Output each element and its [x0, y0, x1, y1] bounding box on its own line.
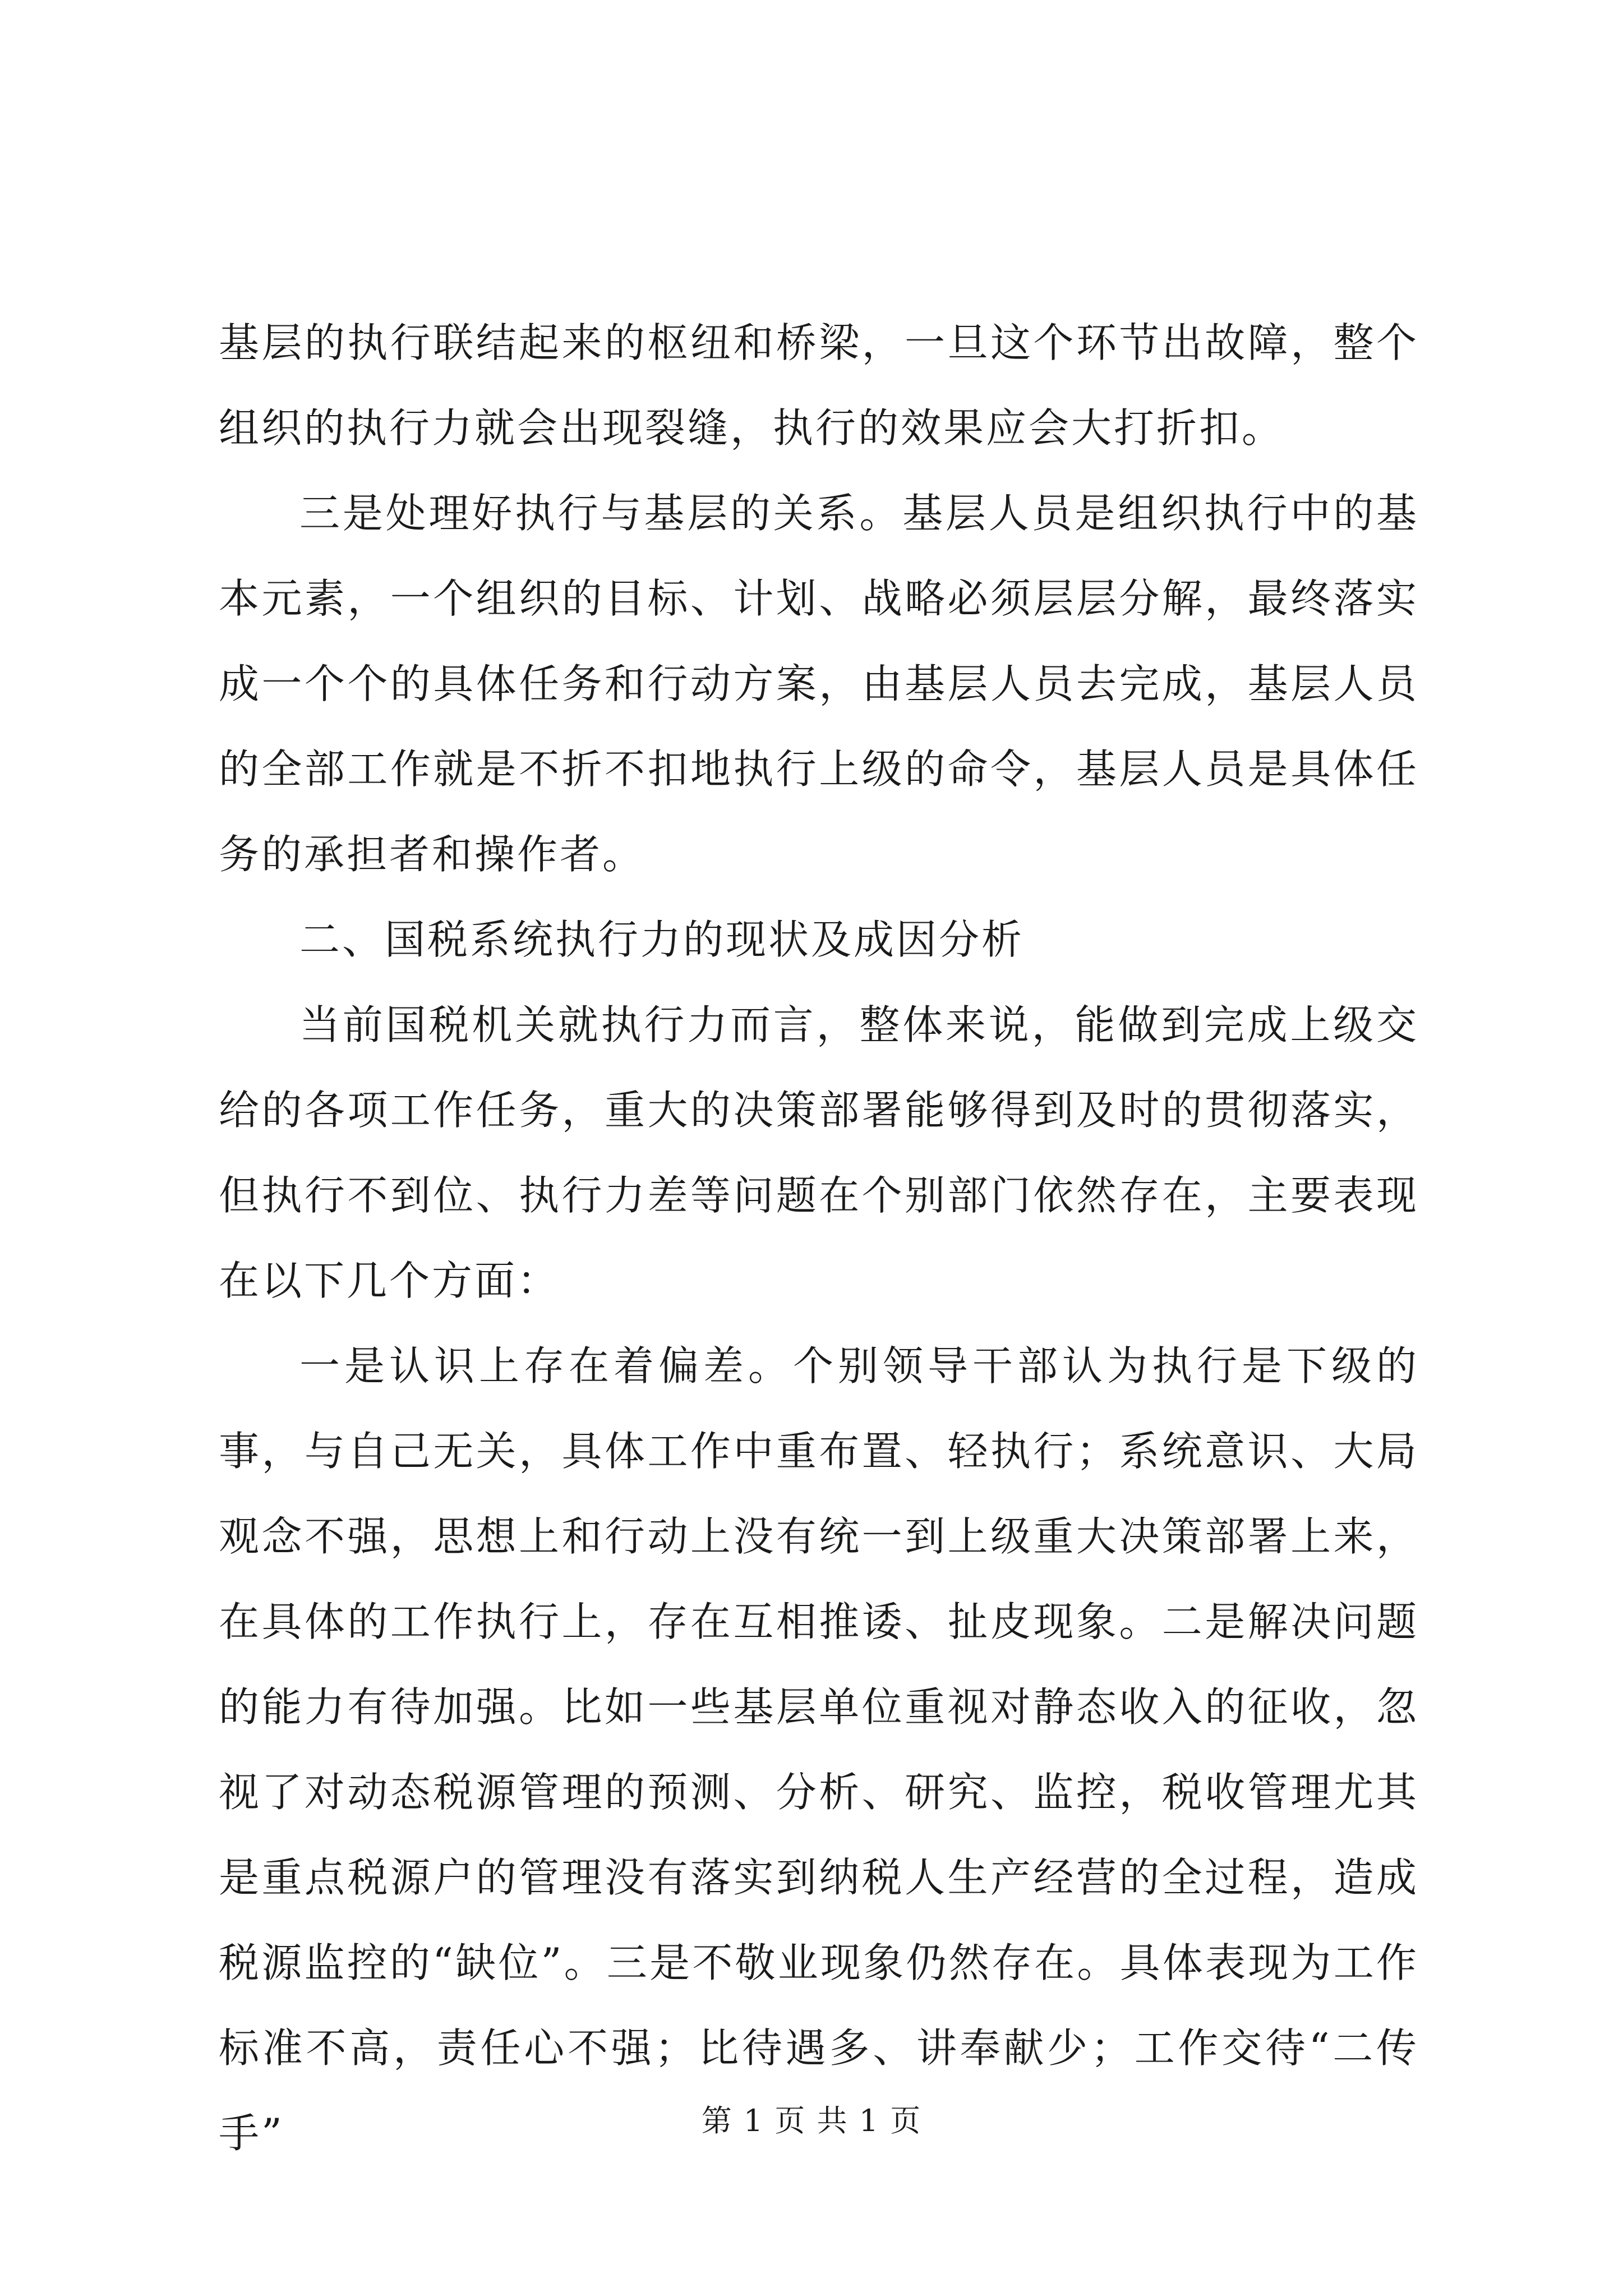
paragraph-problems-list: 一是认识上存在着偏差。个别领导干部认为执行是下级的事，与自己无关，具体工作中重布置、轻执行；系统意识、大局观念不强，思想上和行动上没有统一到上级重大决策部署上来，在具体的工作执行上，存在互相推诿、扯皮现象。二是解决问题的能力有待加强。比如一些基层单位重视对静态收入的征收，忽视了对动态税源管理的预测、分析、研究、监控，税收管理尤其是重点税源户的管理没有落实到纳税人生产经营的全过程，造成税源监控的“缺位”。三是不敬业现象仍然存在。具体表现为工作标准不高，责任心不强；比待遇多、讲奉献少；工作交待“二传手”: [219, 1342, 1419, 2157]
paragraph-continuation: 基层的执行联结起来的枢纽和桥梁，一旦这个环节出故障，整个组织的执行力就会出现裂缝，执行的效果应会大打折扣。: [219, 319, 1419, 452]
section-heading-status-analysis: 二、国税系统执行力的现状及成因分析: [299, 916, 1025, 963]
page-number-footer: 第 1 页 共 1 页: [701, 2103, 922, 2138]
document-body: [219, 300, 1419, 2176]
paragraph-basic-level-relation: 三是处理好执行与基层的关系。基层人员是组织执行中的基本元素，一个组织的目标、计划、战略必须层层分解，最终落实成一个个的具体任务和行动方案，由基层人员去完成，基层人员的全部工作就是不折不扣地执行上级的命令，基层人员是具体任务的承担者和操作者。: [219, 490, 1419, 878]
paragraph-current-situation: 当前国税机关就执行力而言，整体来说，能做到完成上级交给的各项工作任务，重大的决策部署能够得到及时的贯彻落实，但执行不到位、执行力差等问题在个别部门依然存在，主要表现在以下几个方面：: [219, 1001, 1419, 1304]
